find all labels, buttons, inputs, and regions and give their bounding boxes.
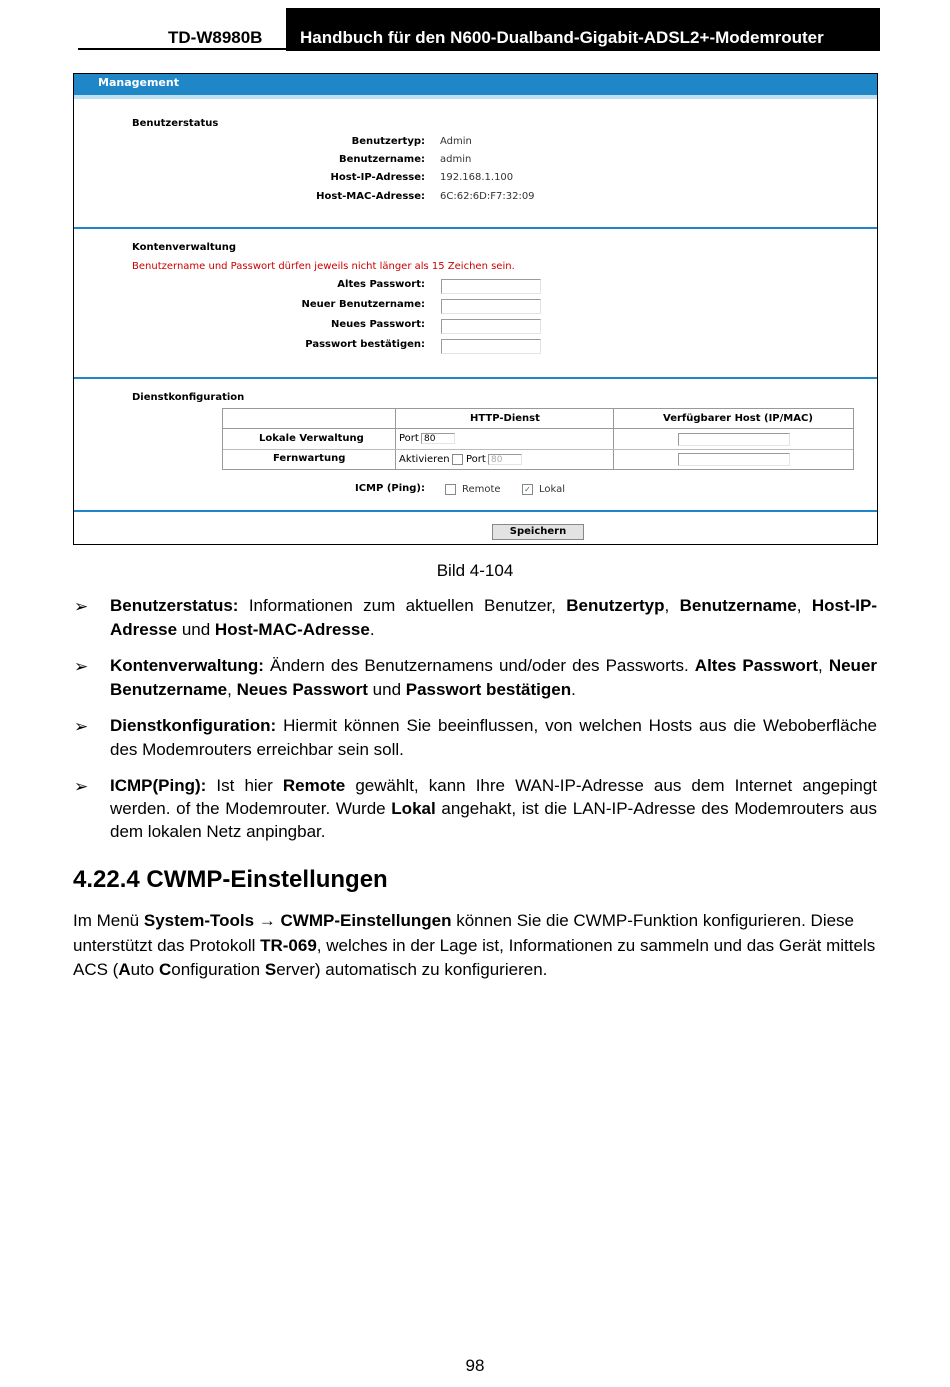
- bullet-text: ,: [818, 656, 829, 675]
- section-divider: [74, 227, 877, 229]
- bullet-text: ,: [796, 596, 812, 615]
- bullet-text: Informationen zum aktuellen Benutzer,: [238, 596, 567, 615]
- old-password-label: Altes Passwort:: [337, 279, 425, 290]
- host-mac-label: Host-MAC-Adresse:: [316, 191, 425, 202]
- bullet-text: .: [369, 620, 375, 639]
- bullet-text: ,: [227, 680, 237, 699]
- user-status-title: Benutzerstatus: [132, 118, 219, 129]
- section-divider: [74, 510, 877, 512]
- remote-port-label: Port: [466, 454, 486, 465]
- figure-caption: Bild 4-104: [436, 561, 514, 580]
- bullet-term: Benutzertyp: [566, 596, 665, 615]
- bullet-text: und: [177, 620, 215, 639]
- remote-port-input[interactable]: 80: [488, 454, 522, 465]
- bullet-text: .: [571, 680, 576, 699]
- bullet-text: Ändern des Benutzernamens und/oder des Passworts.: [263, 656, 695, 675]
- para-term: C: [158, 960, 172, 979]
- host-ip-value: 192.168.1.100: [440, 172, 514, 183]
- table-divider: [223, 428, 853, 429]
- confirm-password-label: Passwort bestätigen:: [305, 339, 425, 350]
- local-port-input[interactable]: 80: [421, 433, 455, 444]
- col-http-service: HTTP-Dienst: [470, 413, 540, 424]
- header-rule: [78, 48, 286, 50]
- bullet-term: Remote: [282, 776, 346, 795]
- para-text: können Sie die CWMP-Funktion konfigurieren. Diese unterstützt das Protokoll: [73, 911, 855, 955]
- bullet-account: [110, 654, 877, 702]
- para-term: System-Tools: [143, 911, 255, 930]
- local-host-input[interactable]: [678, 433, 790, 446]
- bullet-term: Passwort bestätigen: [405, 680, 572, 699]
- user-type-value: Admin: [440, 136, 472, 147]
- new-username-field[interactable]: [441, 299, 541, 314]
- account-warning: Benutzername und Passwort dürfen jeweils nicht länger als 15 Zeichen sein.: [132, 261, 515, 272]
- section-divider: [74, 377, 877, 379]
- bullet-term: Benutzerstatus:: [110, 596, 239, 615]
- bullet-text: gewählt, kann Ihre WAN-IP-Adresse aus dem Internet angepingt werden. of the Modemrouter. Wurde: [110, 776, 877, 818]
- bullet-marker: ➢: [74, 657, 89, 676]
- old-password-field[interactable]: [441, 279, 541, 294]
- para-term: A: [118, 960, 131, 979]
- username-value: admin: [440, 154, 472, 165]
- account-title: Kontenverwaltung: [132, 242, 237, 253]
- panel-title-bar: [74, 74, 877, 95]
- icmp-local-label: Lokal: [539, 484, 566, 495]
- new-password-label: Neues Passwort:: [330, 319, 425, 330]
- service-table: [222, 408, 854, 470]
- host-mac-value: 6C:62:6D:F7:32:09: [440, 191, 535, 202]
- local-port-label: Port: [399, 433, 419, 444]
- icmp-remote-checkbox[interactable]: [445, 484, 456, 495]
- username-label: Benutzername:: [338, 154, 425, 165]
- para-term: TR-069: [260, 935, 317, 955]
- bullet-term: Lokal: [391, 799, 436, 818]
- para-text: uto: [130, 960, 159, 979]
- new-username-label: Neuer Benutzername:: [301, 299, 425, 310]
- para-text: Im Menü: [73, 911, 144, 930]
- bullet-term: Host-MAC-Adresse: [214, 620, 370, 639]
- bullet-marker: ➢: [74, 717, 89, 736]
- para-text: onfiguration: [171, 960, 265, 979]
- table-divider: [395, 409, 396, 469]
- confirm-password-field[interactable]: [441, 339, 541, 354]
- remote-host-input[interactable]: [678, 453, 790, 466]
- user-type-label: Benutzertyp:: [351, 136, 425, 147]
- management-screenshot: [73, 73, 878, 545]
- para-term: CWMP-Einstellungen: [280, 911, 452, 930]
- row-local-management: Lokale Verwaltung: [259, 433, 364, 444]
- bullet-text: angehakt, ist die LAN-IP-Adresse des Modemrouters aus dem lokalen Netz anpingbar.: [110, 799, 877, 841]
- service-title: Dienstkonfiguration: [132, 392, 245, 403]
- para-text: erver) automatisch zu konfigurieren.: [276, 960, 548, 979]
- bullet-text: Hiermit können Sie beeinflussen, von welchen Hosts aus die Weboberfläche des Modemrouters erreichbar sein soll.: [110, 716, 877, 759]
- table-divider: [223, 449, 853, 450]
- bullet-user-status: [110, 594, 877, 642]
- panel-title: Management: [98, 76, 179, 89]
- bullet-term: ICMP(Ping):: [110, 776, 207, 795]
- bullet-text: und: [367, 680, 406, 699]
- bullet-icmp: [110, 774, 877, 843]
- new-password-field[interactable]: [441, 319, 541, 334]
- header-model: TD-W8980B: [168, 28, 263, 47]
- bullet-term: Host-IP-Adresse: [110, 596, 877, 639]
- bullet-term: Neuer Benutzername: [110, 656, 878, 699]
- col-available-host: Verfügbarer Host (IP/MAC): [663, 413, 813, 424]
- bullet-term: Kontenverwaltung:: [110, 656, 264, 675]
- bullet-term: Dienstkonfiguration:: [110, 716, 277, 735]
- row-remote-management: Fernwartung: [273, 453, 346, 464]
- bullet-text: Ist hier: [206, 776, 283, 795]
- para-text: →: [254, 911, 281, 930]
- para-text: , welches in der Lage ist, Informationen zu sammeln und das Gerät mittels ACS (: [73, 935, 876, 979]
- icmp-remote-label: Remote: [462, 484, 501, 495]
- para-term: S: [264, 960, 277, 979]
- section-paragraph: [73, 909, 878, 983]
- bullet-term: Benutzername: [679, 596, 797, 615]
- bullet-term: Altes Passwort: [694, 656, 819, 675]
- bullet-service: [110, 714, 877, 762]
- bullet-marker: ➢: [74, 597, 89, 616]
- panel-title-underline: [74, 95, 877, 99]
- header-title: Handbuch für den N600-Dualband-Gigabit-ADSL2+-Modemrouter: [300, 28, 824, 47]
- icmp-local-checkbox[interactable]: ✓: [522, 484, 533, 495]
- icmp-label: ICMP (Ping):: [355, 483, 425, 494]
- remote-activate-checkbox[interactable]: [452, 454, 463, 465]
- save-button[interactable]: Speichern: [492, 524, 584, 540]
- host-ip-label: Host-IP-Adresse:: [330, 172, 425, 183]
- table-divider: [613, 409, 614, 469]
- section-heading: 4.22.4 CWMP-Einstellungen: [73, 866, 388, 893]
- bullet-text: ,: [664, 596, 680, 615]
- remote-activate-label: Aktivieren: [399, 454, 450, 465]
- bullet-term: Neues Passwort: [236, 680, 368, 699]
- bullet-marker: ➢: [74, 777, 89, 796]
- page-number: 98: [465, 1356, 485, 1375]
